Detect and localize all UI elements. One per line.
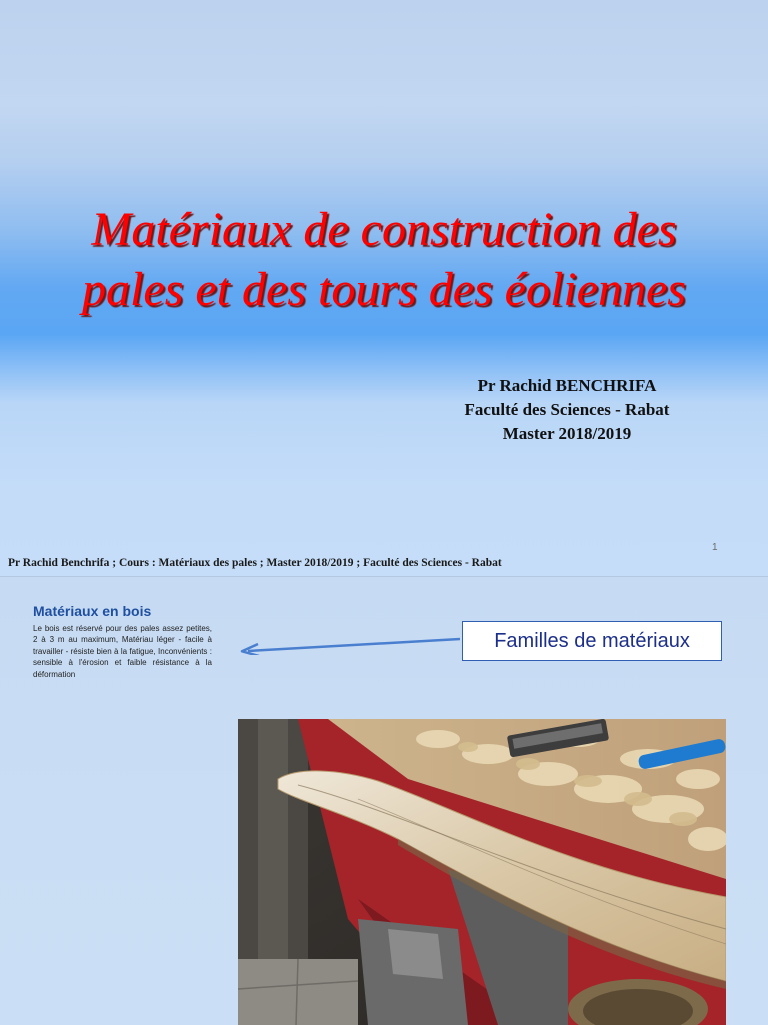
title-line-2: pales et des tours des éoliennes: [82, 263, 686, 316]
title-line-1: Matériaux de construction des: [91, 203, 677, 256]
wooden-blade-photo: [238, 719, 726, 1025]
master-year: Master 2018/2019: [502, 424, 632, 443]
author-block: [412, 374, 722, 446]
section-title: Matériaux en bois: [33, 603, 152, 619]
slide-title: [30, 200, 738, 320]
section-description: Le bois est réservé pour des pales assez petites, 2 à 3 m au maximum, Matériau léger - facile à travailler - résiste bien à la fatigue, Inconvénients : sensible à l'érosion et faible résistance à la déformation: [33, 624, 212, 679]
arrow-left-icon: [236, 635, 462, 655]
content-slide: [0, 576, 768, 1025]
wooden-blade-image: [238, 719, 726, 1025]
faculty-name: Faculté des Sciences - Rabat: [464, 400, 670, 419]
page-number: 1: [712, 542, 718, 553]
author-name: Pr Rachid BENCHRIFA: [477, 376, 657, 395]
slide-footer: Pr Rachid Benchrifa ; Cours : Matériaux des pales ; Master 2018/2019 ; Faculté des Sciences - Rabat: [8, 557, 502, 569]
materials-family-box: [462, 621, 722, 661]
materials-family-label: Familles de matériaux: [494, 629, 690, 652]
